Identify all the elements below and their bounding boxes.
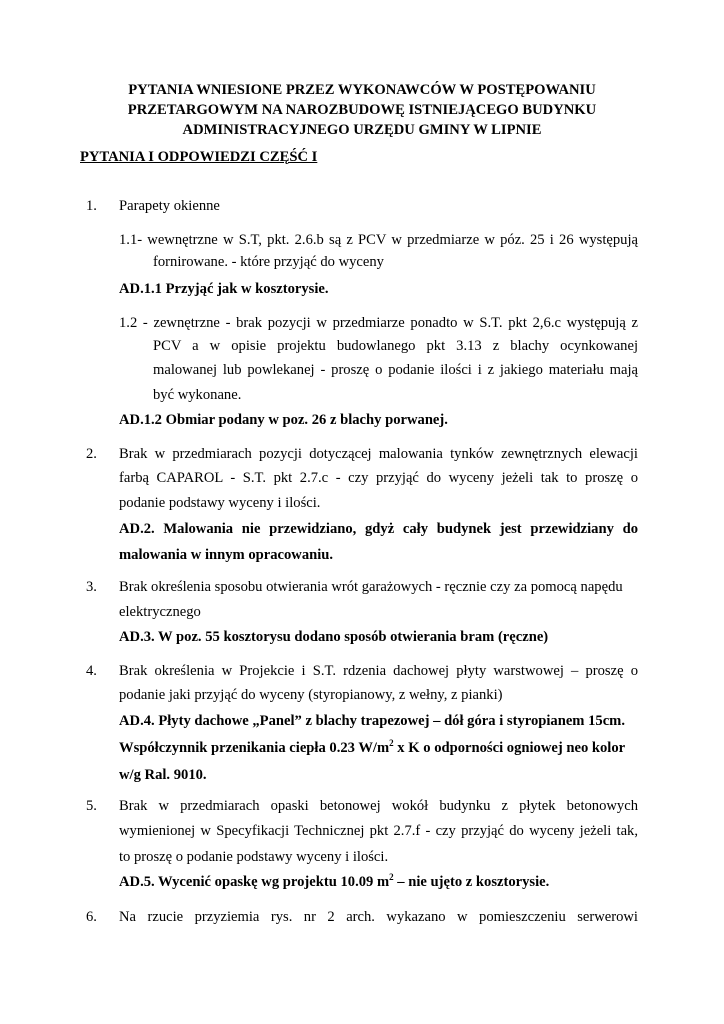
answer-text: w/g Ral. 9010. [119, 767, 207, 783]
question-text: Brak określenia w Projekcie i S.T. rdzenia dachowej płyty warstwowej – proszę o [119, 663, 638, 679]
answer-text-part: Współczynnik przenikania ciepła 0.23 W/m [119, 740, 390, 756]
question-text: elektrycznego [119, 604, 201, 620]
question-title: Parapety okienne [119, 198, 220, 214]
question-text: być wykonane. [153, 387, 242, 403]
answer-text-part: x K o odporności ogniowej neo kolor [393, 740, 626, 756]
question-number: 6. [86, 909, 97, 925]
answer-text: AD.3. W poz. 55 kosztorysu dodano sposób otwierania bram (ręczne) [119, 629, 549, 645]
question-text: podanie jaki przyjąć do wyceny (styropianowy, z wełny, z pianki) [119, 687, 503, 703]
answer-text: AD.1.1 Przyjąć jak w kosztorysie. [119, 281, 329, 297]
question-text: Brak w przedmiarach pozycji dotyczącej malowania tynków zewnętrznych elewacji [119, 446, 638, 462]
answer-text-part: AD.5. Wycenić opaskę wg projektu 10.09 m [119, 874, 390, 890]
answer-text: AD.1.2 Obmiar podany w poz. 26 z blachy porwanej. [119, 412, 448, 428]
question-text: to proszę o podanie podstawy wyceny i ilości. [119, 849, 389, 865]
question-text: fornirowane. - które przyjąć do wyceny [153, 254, 384, 270]
section-heading: PYTANIA I ODPOWIEDZI CZĘŚĆ I [80, 149, 318, 165]
superscript: 2 [389, 738, 394, 748]
question-text: 1.1- wewnętrzne w S.T, pkt. 2.6.b są z PCV w przedmiarze w póz. 25 i 26 występują [119, 232, 638, 248]
title-line: PYTANIA WNIESIONE PRZEZ WYKONAWCÓW W POSTĘPOWANIU [128, 82, 596, 98]
answer-text-part: – nie ujęto z kosztorysie. [393, 874, 550, 890]
superscript: 2 [389, 872, 394, 882]
question-text: malowanej lub powlekanej - proszę o podanie ilości i z jakiego materiału mają [153, 362, 638, 378]
question-text: Brak w przedmiarach opaski betonowej wokół budynku z płytek betonowych [119, 798, 638, 814]
question-number: 5. [86, 798, 97, 814]
answer-text: AD.4. Płyty dachowe „Panel” z blachy trapezowej – dół góra i styropianem 15cm. [119, 713, 625, 729]
document-title [80, 80, 644, 140]
question-number: 3. [86, 579, 97, 595]
question-number: 1. [86, 198, 97, 214]
answer-text [119, 873, 549, 891]
question-text: podanie podstawy wyceny i ilości. [119, 495, 321, 511]
title-line: ADMINISTRACYJNEGO URZĘDU GMINY W LIPNIE [182, 122, 542, 138]
question-text: wymienionej w Specyfikacji Technicznej pkt 2.7.f - czy przyjąć do wyceny jeżeli tak, [119, 823, 638, 839]
question-text: farbą CAPAROL - S.T. pkt 2.7.c - czy przyjąć do wyceny jeżeli tak to proszę o [119, 470, 638, 486]
answer-text [119, 739, 625, 757]
question-text: PCV a w opisie projektu budowlanego pkt 3.13 z blachy ocynkowanej [153, 338, 638, 354]
question-number: 2. [86, 446, 97, 462]
question-text: Brak określenia sposobu otwierania wrót garażowych - ręcznie czy za pomocą napędu [119, 579, 623, 595]
answer-text: malowania w innym opracowaniu. [119, 547, 334, 563]
question-text: Na rzucie przyziemia rys. nr 2 arch. wykazano w pomieszczeniu serwerowi [119, 909, 638, 925]
question-text: 1.2 - zewnętrzne - brak pozycji w przedmiarze ponadto w S.T. pkt 2,6.c występują z [119, 315, 638, 331]
title-line: PRZETARGOWYM NA NAROZBUDOWĘ ISTNIEJĄCEGO BUDYNKU [127, 102, 597, 118]
question-number: 4. [86, 663, 97, 679]
answer-text: AD.2. Malowania nie przewidziano, gdyż cały budynek jest przewidziany do [119, 521, 638, 537]
